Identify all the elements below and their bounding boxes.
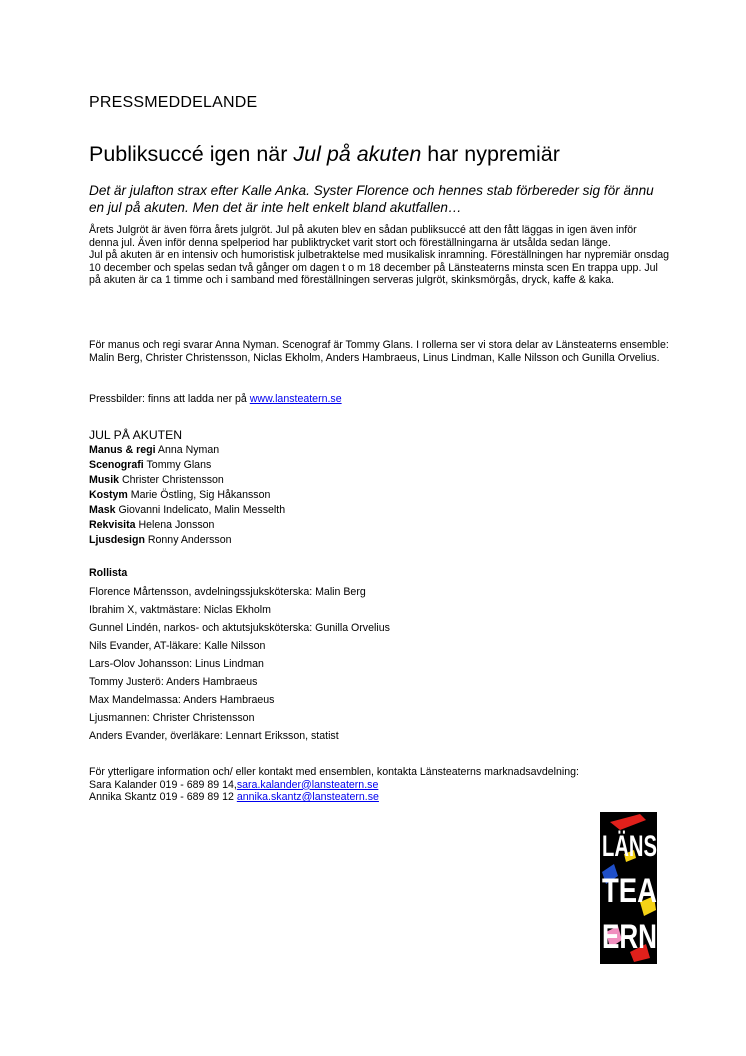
credit-role: Scenografi: [89, 459, 144, 471]
credit-role: Ljusdesign: [89, 534, 145, 546]
document-label: PRESSMEDDELANDE: [89, 94, 258, 111]
body-paragraph-2: För manus och regi svarar Anna Nyman. Scenograf är Tommy Glans. I rollerna ser vi stora delar av Länsteaterns ensemble: Malin Berg, Christer Christensson, Niclas Ekholm, Anders Hambraeus, Linus Lindman, Kalle Nilsson och Gunilla Orvelius.: [89, 339, 669, 364]
credit-name: Anna Nyman: [155, 444, 220, 456]
email-link-annika[interactable]: annika.skantz@lansteatern.se: [236, 791, 379, 804]
lansteatern-logo: [600, 812, 657, 964]
contact-text: Sara Kalander 019 - 689 89 14,: [89, 778, 237, 791]
contact-row-sara: [89, 779, 579, 792]
contact-text: Annika Skantz 019 - 689 89 12: [89, 791, 237, 804]
credit-row: [89, 533, 285, 548]
rollista-item: Ibrahim X, vaktmästare: Niclas Ekholm: [89, 604, 271, 616]
body-paragraph-1: [89, 224, 669, 287]
rollista-item: Ljusmannen: Christer Christensson: [89, 712, 255, 724]
headline-part-2: har nypremiär: [421, 142, 560, 166]
credits-title: JUL PÅ AKUTEN: [89, 428, 183, 442]
body-paragraph-1b: Jul på akuten är en intensiv och humoristisk julbetraktelse med musikalisk inramning. Föreställningen har nypremiär onsdag 10 december och spelas sedan två gånger om dagen t o m 18 december på Länsteaterns minsta scen En trappa upp. Jul på akuten är ca 1 timme och i samband med föreställningen serveras julgröt, skinksmörgås, dryck, kaffe & kaka.: [89, 249, 669, 287]
rollista-title: Rollista: [89, 567, 128, 579]
headline-show-title: Jul på akuten: [293, 142, 422, 166]
credit-name: Marie Östling, Sig Håkansson: [127, 489, 271, 501]
email-link-sara[interactable]: sara.kalander@lansteatern.se: [236, 778, 379, 791]
credit-name: Giovanni Indelicato, Malin Messelth: [115, 504, 286, 516]
credits-list: [89, 443, 285, 548]
website-link[interactable]: www.lansteatern.se: [249, 393, 342, 405]
credit-row: [89, 473, 285, 488]
credit-role: Kostym: [89, 489, 128, 501]
credit-role: Manus & regi: [89, 444, 156, 456]
contact-block: [89, 766, 579, 804]
contact-row-annika: [89, 791, 579, 804]
credit-role: Musik: [89, 474, 120, 486]
rollista-item: Max Mandelmassa: Anders Hambraeus: [89, 694, 275, 706]
credit-row: [89, 518, 285, 533]
headline: [89, 142, 560, 167]
contact-intro: För ytterligare information och/ eller kontakt med ensemblen, kontakta Länsteaterns marknadsavdelning:: [89, 766, 579, 778]
rollista-item: Gunnel Lindén, narkos- och aktutsjuksköterska: Gunilla Orvelius: [89, 622, 390, 634]
credit-name: Ronny Andersson: [144, 534, 232, 546]
credit-name: Christer Christensson: [119, 474, 224, 486]
credit-row: [89, 503, 285, 518]
body-paragraph-1a: Årets Julgröt är även förra årets julgröt. Jul på akuten blev en sådan publiksuccé att den fått läggas in igen även inför denna jul. Även inför denna spelperiod har publiktrycket varit stort och föreställningarna är utsålda sedan länge.: [89, 224, 637, 249]
press-images-text: Pressbilder: finns att ladda ner på: [89, 393, 250, 405]
logo-line-2: TEA: [602, 872, 657, 910]
rollista-item: Florence Mårtensson, avdelningssjuksköterska: Malin Berg: [89, 586, 366, 598]
rollista-item: Lars-Olov Johansson: Linus Lindman: [89, 658, 264, 670]
credit-role: Rekvisita: [89, 519, 136, 531]
credit-row: [89, 443, 285, 458]
credit-name: Tommy Glans: [143, 459, 212, 471]
headline-part-1: Publiksuccé igen när: [89, 142, 294, 166]
rollista-item: Nils Evander, AT-läkare: Kalle Nilsson: [89, 640, 266, 652]
credit-row: [89, 488, 285, 503]
rollista-item: Anders Evander, överläkare: Lennart Eriksson, statist: [89, 730, 339, 742]
lead-paragraph: Det är julafton strax efter Kalle Anka. Syster Florence och hennes stab förbereder sig för ännu en jul på akuten. Men det är inte helt enkelt bland akutfallen…: [89, 183, 654, 215]
logo-line-1: LÄNS: [602, 830, 657, 863]
press-images-line: [89, 393, 669, 406]
logo-line-3: ERN: [602, 918, 657, 956]
credit-name: Helena Jonsson: [135, 519, 215, 531]
credit-row: [89, 458, 285, 473]
rollista-list: [89, 583, 390, 745]
credit-role: Mask: [89, 504, 116, 516]
rollista-item: Tommy Justerö: Anders Hambraeus: [89, 676, 258, 688]
